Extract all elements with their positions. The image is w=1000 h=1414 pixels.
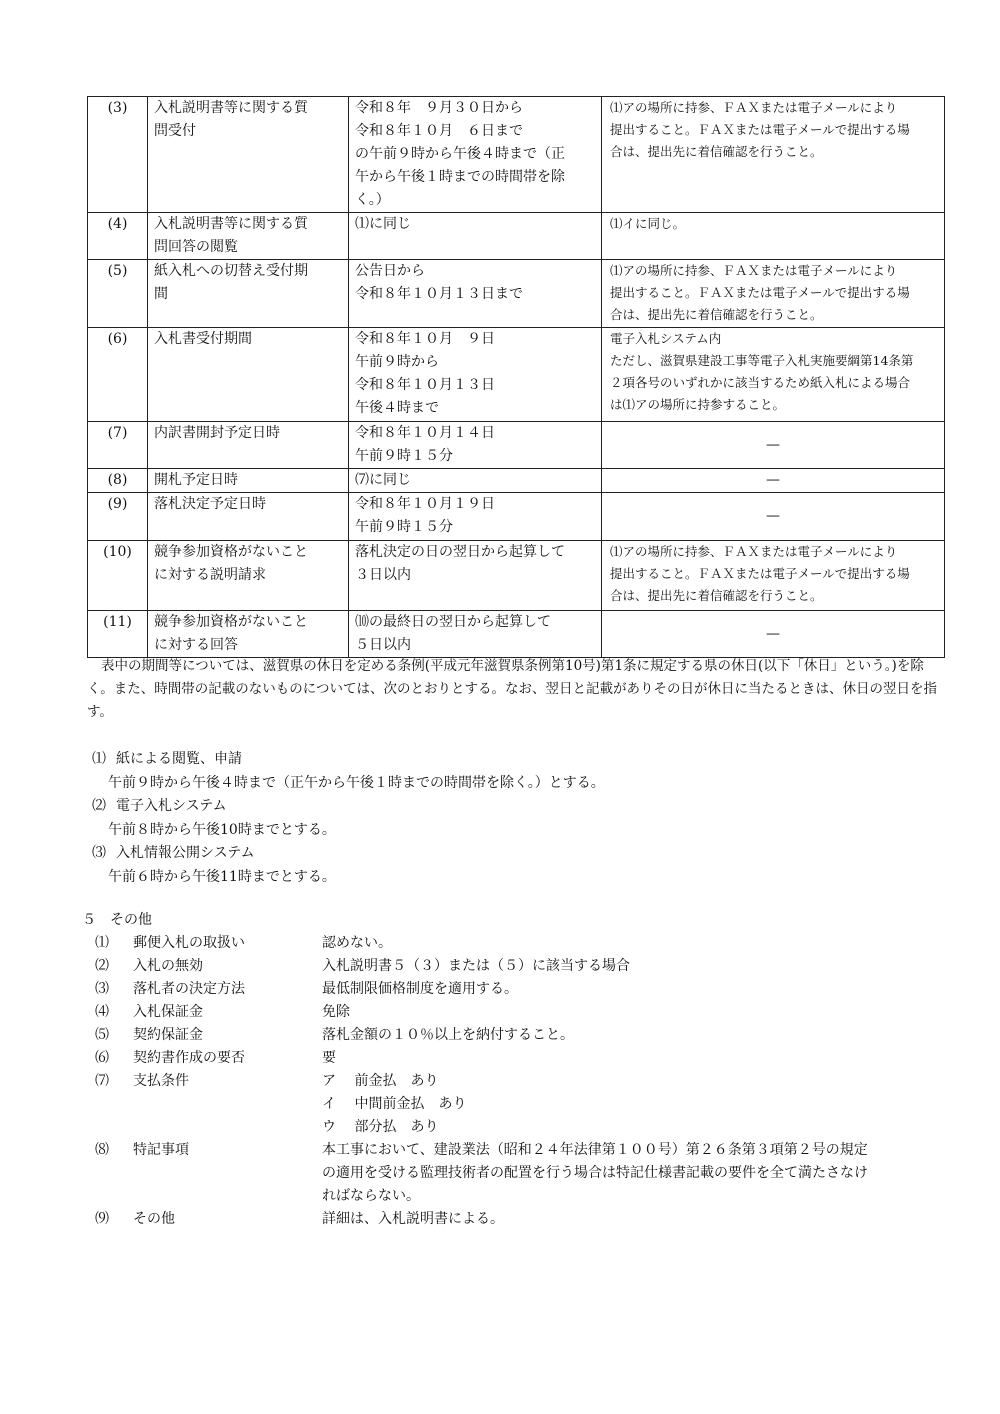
item-detail: 午前９時から午後４時まで（正午から午後１時までの時間帯を除く。）とする。: [108, 774, 605, 791]
row-item: 競争参加資格がないこと に対する回答: [148, 611, 349, 658]
row-period: ⑽の最終日の翌日から起算して ５日以内: [349, 611, 602, 658]
item-label: 入札情報公開システム: [116, 845, 255, 861]
row-item: 入札説明書等に関する質 問回答の閲覧: [148, 213, 349, 260]
row-period: ⑴に同じ: [349, 213, 602, 260]
item-label: 郵便入札の取扱い: [133, 935, 245, 951]
item-value: 最低制限価格制度を適用する。: [322, 981, 518, 997]
item-number: ⑺: [95, 1073, 109, 1089]
item-value: ア 前金払 あり イ 中間前金払 あり ウ 部分払 あり: [322, 1073, 467, 1135]
item-number: ⑶: [95, 981, 109, 997]
item-number: ⑵: [95, 958, 109, 974]
row-note: ⑴イに同じ。: [602, 213, 945, 260]
list-item: [95, 1139, 935, 1208]
table-row: [88, 328, 945, 422]
item-label: 電子入札システム: [116, 798, 227, 814]
row-note: 電子入札システム内 ただし、滋賀県建設工事等電子入札実施要綱第14条第 ２項各号のいずれかに該当するため紙入札による場合 は⑴アの場所に持参すること。: [602, 328, 945, 422]
row-period: ⑺に同じ: [349, 469, 602, 493]
row-number: (7): [88, 422, 148, 469]
list-item: [95, 1001, 935, 1024]
item-detail: 午前８時から午後10時までとする。: [108, 821, 336, 838]
item-label: その他: [133, 1211, 175, 1227]
item-label: 落札者の決定方法: [133, 981, 245, 997]
row-number: (9): [88, 493, 148, 541]
row-period: 令和８年１０月１４日 午前９時１５分: [349, 422, 602, 469]
row-period: 令和８年１０月１９日 午前９時１５分: [349, 493, 602, 541]
item-number: ⑼: [95, 1211, 109, 1227]
item-number: ⑵: [92, 798, 106, 814]
row-item: 落札決定予定日時: [148, 493, 349, 541]
item-value: 詳細は、入札説明書による。: [322, 1211, 504, 1227]
row-number: (3): [88, 97, 148, 213]
row-period: 令和８年１０月 ９日 午前９時から 令和８年１０月１３日 午後４時まで: [349, 328, 602, 422]
list-item: [95, 1047, 935, 1070]
row-number: (4): [88, 213, 148, 260]
row-number: (6): [88, 328, 148, 422]
item-value: 入札説明書５（３）または（５）に該当する場合: [322, 958, 630, 974]
table-row: [88, 213, 945, 260]
table-row: [88, 611, 945, 658]
row-number: (11): [88, 611, 148, 658]
table-row: [88, 469, 945, 493]
holiday-note-paragraph: 表中の期間等については、滋賀県の休日を定める条例(平成元年滋賀県条例第10号)第1条に規定する県の休日(以下「休日」という。)を除く。また、時間帯の記載のないものについては、次のとおりとする。なお、翌日と記載がありその日が休日に当たるときは、休日の翌日を指す。: [87, 658, 937, 720]
item-label: 支払条件: [133, 1073, 189, 1089]
section-heading: ５ その他: [82, 912, 152, 928]
row-note: ⑴アの場所に持参、ＦＡＸまたは電子メールにより 提出すること。ＦＡＸまたは電子メールで提出する場 合は、提出先に着信確認を行うこと。: [602, 260, 945, 328]
item-number: ⑶: [92, 845, 106, 861]
table-row: [88, 493, 945, 541]
row-number: (5): [88, 260, 148, 328]
other-conditions-list: [95, 932, 935, 1231]
list-item: [95, 955, 935, 978]
row-period: 公告日から 令和８年１０月１３日まで: [349, 260, 602, 328]
table-row: [88, 541, 945, 611]
item-value: 要: [322, 1050, 336, 1066]
item-number: ⑸: [95, 1027, 109, 1043]
item-number: ⑻: [95, 1142, 109, 1158]
list-item: [92, 842, 792, 866]
table-row: [88, 260, 945, 328]
list-item: [92, 795, 792, 819]
table-row: [88, 422, 945, 469]
row-note: —: [602, 469, 945, 493]
row-number: (8): [88, 469, 148, 493]
item-detail: 午前６時から午後11時までとする。: [108, 868, 336, 885]
item-label: 入札保証金: [133, 1004, 203, 1020]
list-item: [95, 978, 935, 1001]
row-item: 入札説明書等に関する質 問受付: [148, 97, 349, 213]
schedule-table: [87, 96, 945, 658]
list-item: [95, 1208, 935, 1231]
business-hours-list: [92, 748, 792, 889]
item-number: ⑴: [95, 935, 109, 951]
list-item: [95, 1070, 935, 1139]
row-note: ⑴アの場所に持参、ＦＡＸまたは電子メールにより 提出すること。ＦＡＸまたは電子メールで提出する場 合は、提出先に着信確認を行うこと。: [602, 541, 945, 611]
item-value: 落札金額の１０％以上を納付すること。: [322, 1027, 574, 1043]
item-number: ⑴: [92, 751, 106, 767]
row-period: 令和８年 ９月３０日から 令和８年１０月 ６日まで の午前９時から午後４時まで（正 午から午後１時までの時間帯を除 く。）: [349, 97, 602, 213]
item-label: 契約保証金: [133, 1027, 203, 1043]
row-note: —: [602, 493, 945, 541]
item-label: 契約書作成の要否: [133, 1050, 245, 1066]
table-row: [88, 97, 945, 213]
list-item: [95, 932, 935, 955]
item-label: 特記事項: [133, 1142, 189, 1158]
row-note: —: [602, 611, 945, 658]
row-note: ⑴アの場所に持参、ＦＡＸまたは電子メールにより 提出すること。ＦＡＸまたは電子メールで提出する場 合は、提出先に着信確認を行うこと。: [602, 97, 945, 213]
item-number: ⑹: [95, 1050, 109, 1066]
item-number: ⑷: [95, 1004, 109, 1020]
list-item: [95, 1024, 935, 1047]
row-item: 内訳書開封予定日時: [148, 422, 349, 469]
row-item: 紙入札への切替え受付期 間: [148, 260, 349, 328]
row-item: 競争参加資格がないこと に対する説明請求: [148, 541, 349, 611]
row-period: 落札決定の日の翌日から起算して ３日以内: [349, 541, 602, 611]
list-item: [92, 748, 792, 772]
row-number: (10): [88, 541, 148, 611]
row-item: 入札書受付期間: [148, 328, 349, 422]
item-label: 入札の無効: [133, 958, 203, 974]
row-item: 開札予定日時: [148, 469, 349, 493]
item-label: 紙による閲覧、申請: [116, 751, 242, 767]
item-value: 免除: [322, 1004, 350, 1020]
row-note: —: [602, 422, 945, 469]
item-value: 認めない。: [322, 935, 392, 951]
item-value: 本工事において、建設業法（昭和２４年法律第１００号）第２６条第３項第２号の規定 の適用を受ける監理技術者の配置を行う場合は特記仕様書記載の要件を全て満たさなけ ればならない。: [322, 1142, 868, 1204]
